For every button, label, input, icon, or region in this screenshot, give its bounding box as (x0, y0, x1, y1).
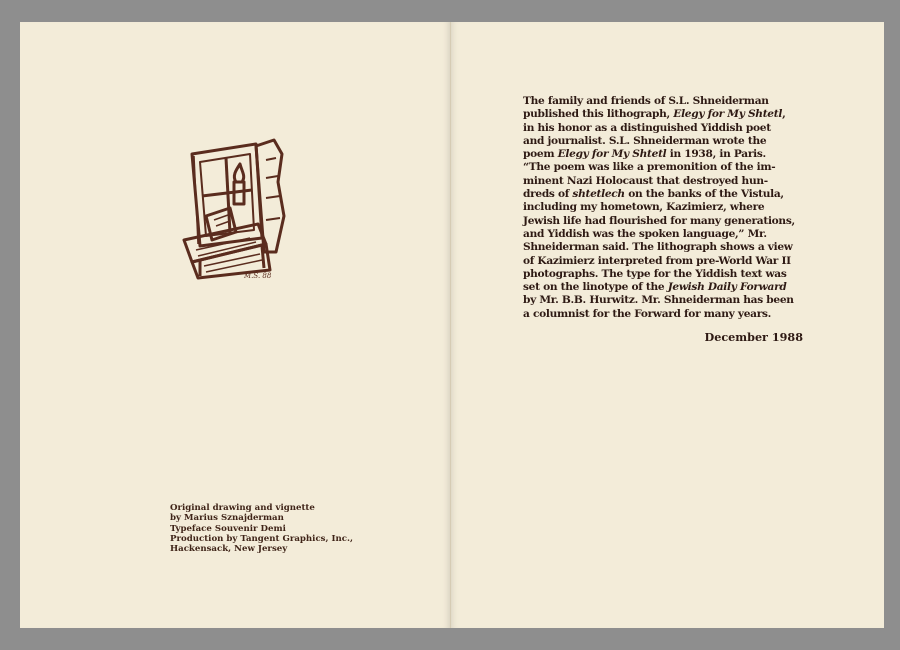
text-line: Shneiderman said. The lithograph shows a view (523, 241, 793, 254)
text-line: by Mr. B.B. Hurwitz. Mr. Shneiderman has been (523, 294, 794, 307)
text-line: poem Elegy for My Shtetl in 1938, in Paris. (523, 148, 766, 161)
text-line: “The poem was like a premonition of the im- (523, 161, 776, 174)
right-page (451, 22, 884, 628)
text-line: in his honor as a distinguished Yiddish poet (523, 121, 771, 134)
text-line: and Yiddish was the spoken language,” Mr. (523, 227, 767, 240)
text-line: a columnist for the Forward for many years. (523, 307, 772, 320)
date-line: December 1988 (704, 330, 803, 344)
forward-italic: Jewish Daily Forward (667, 281, 787, 294)
colophon-credits (170, 503, 390, 554)
vignette-monogram: M.S. 88 (244, 272, 272, 280)
text-line: Jewish life had flourished for many generations, (523, 214, 795, 227)
title-italic: Elegy for My Shtetl (673, 108, 783, 121)
text-line: photographs. The type for the Yiddish text was (523, 267, 787, 280)
shtetl-window-vignette-icon (170, 120, 288, 280)
text-line: published this lithograph, Elegy for My Shtetl, (523, 108, 786, 121)
shtetlech-italic: shtetlech (572, 188, 625, 201)
text-line: including my hometown, Kazimierz, where (523, 201, 765, 214)
text-line: minent Nazi Holocaust that destroyed hun- (523, 174, 768, 187)
dedication-paragraph (523, 95, 813, 321)
credit-line: Original drawing and vignette (170, 503, 315, 513)
text-line: The family and friends of S.L. Shneiderman (523, 95, 769, 107)
text-line: of Kazimierz interpreted from pre-World War II (523, 254, 791, 267)
text-line: and journalist. S.L. Shneiderman wrote the (523, 134, 767, 147)
credit-line: Typeface Souvenir Demi (170, 523, 286, 534)
title-italic: Elegy for My Shtetl (557, 148, 667, 161)
text-line: dreds of shtetlech on the banks of the Vistula, (523, 188, 784, 201)
credit-line: Production by Tangent Graphics, Inc., (170, 533, 353, 544)
left-page (20, 22, 450, 628)
text-line: set on the linotype of the Jewish Daily Forward (523, 281, 787, 294)
credit-line: by Marius Sznajderman (170, 513, 284, 524)
credit-line: Hackensack, New Jersey (170, 544, 288, 555)
